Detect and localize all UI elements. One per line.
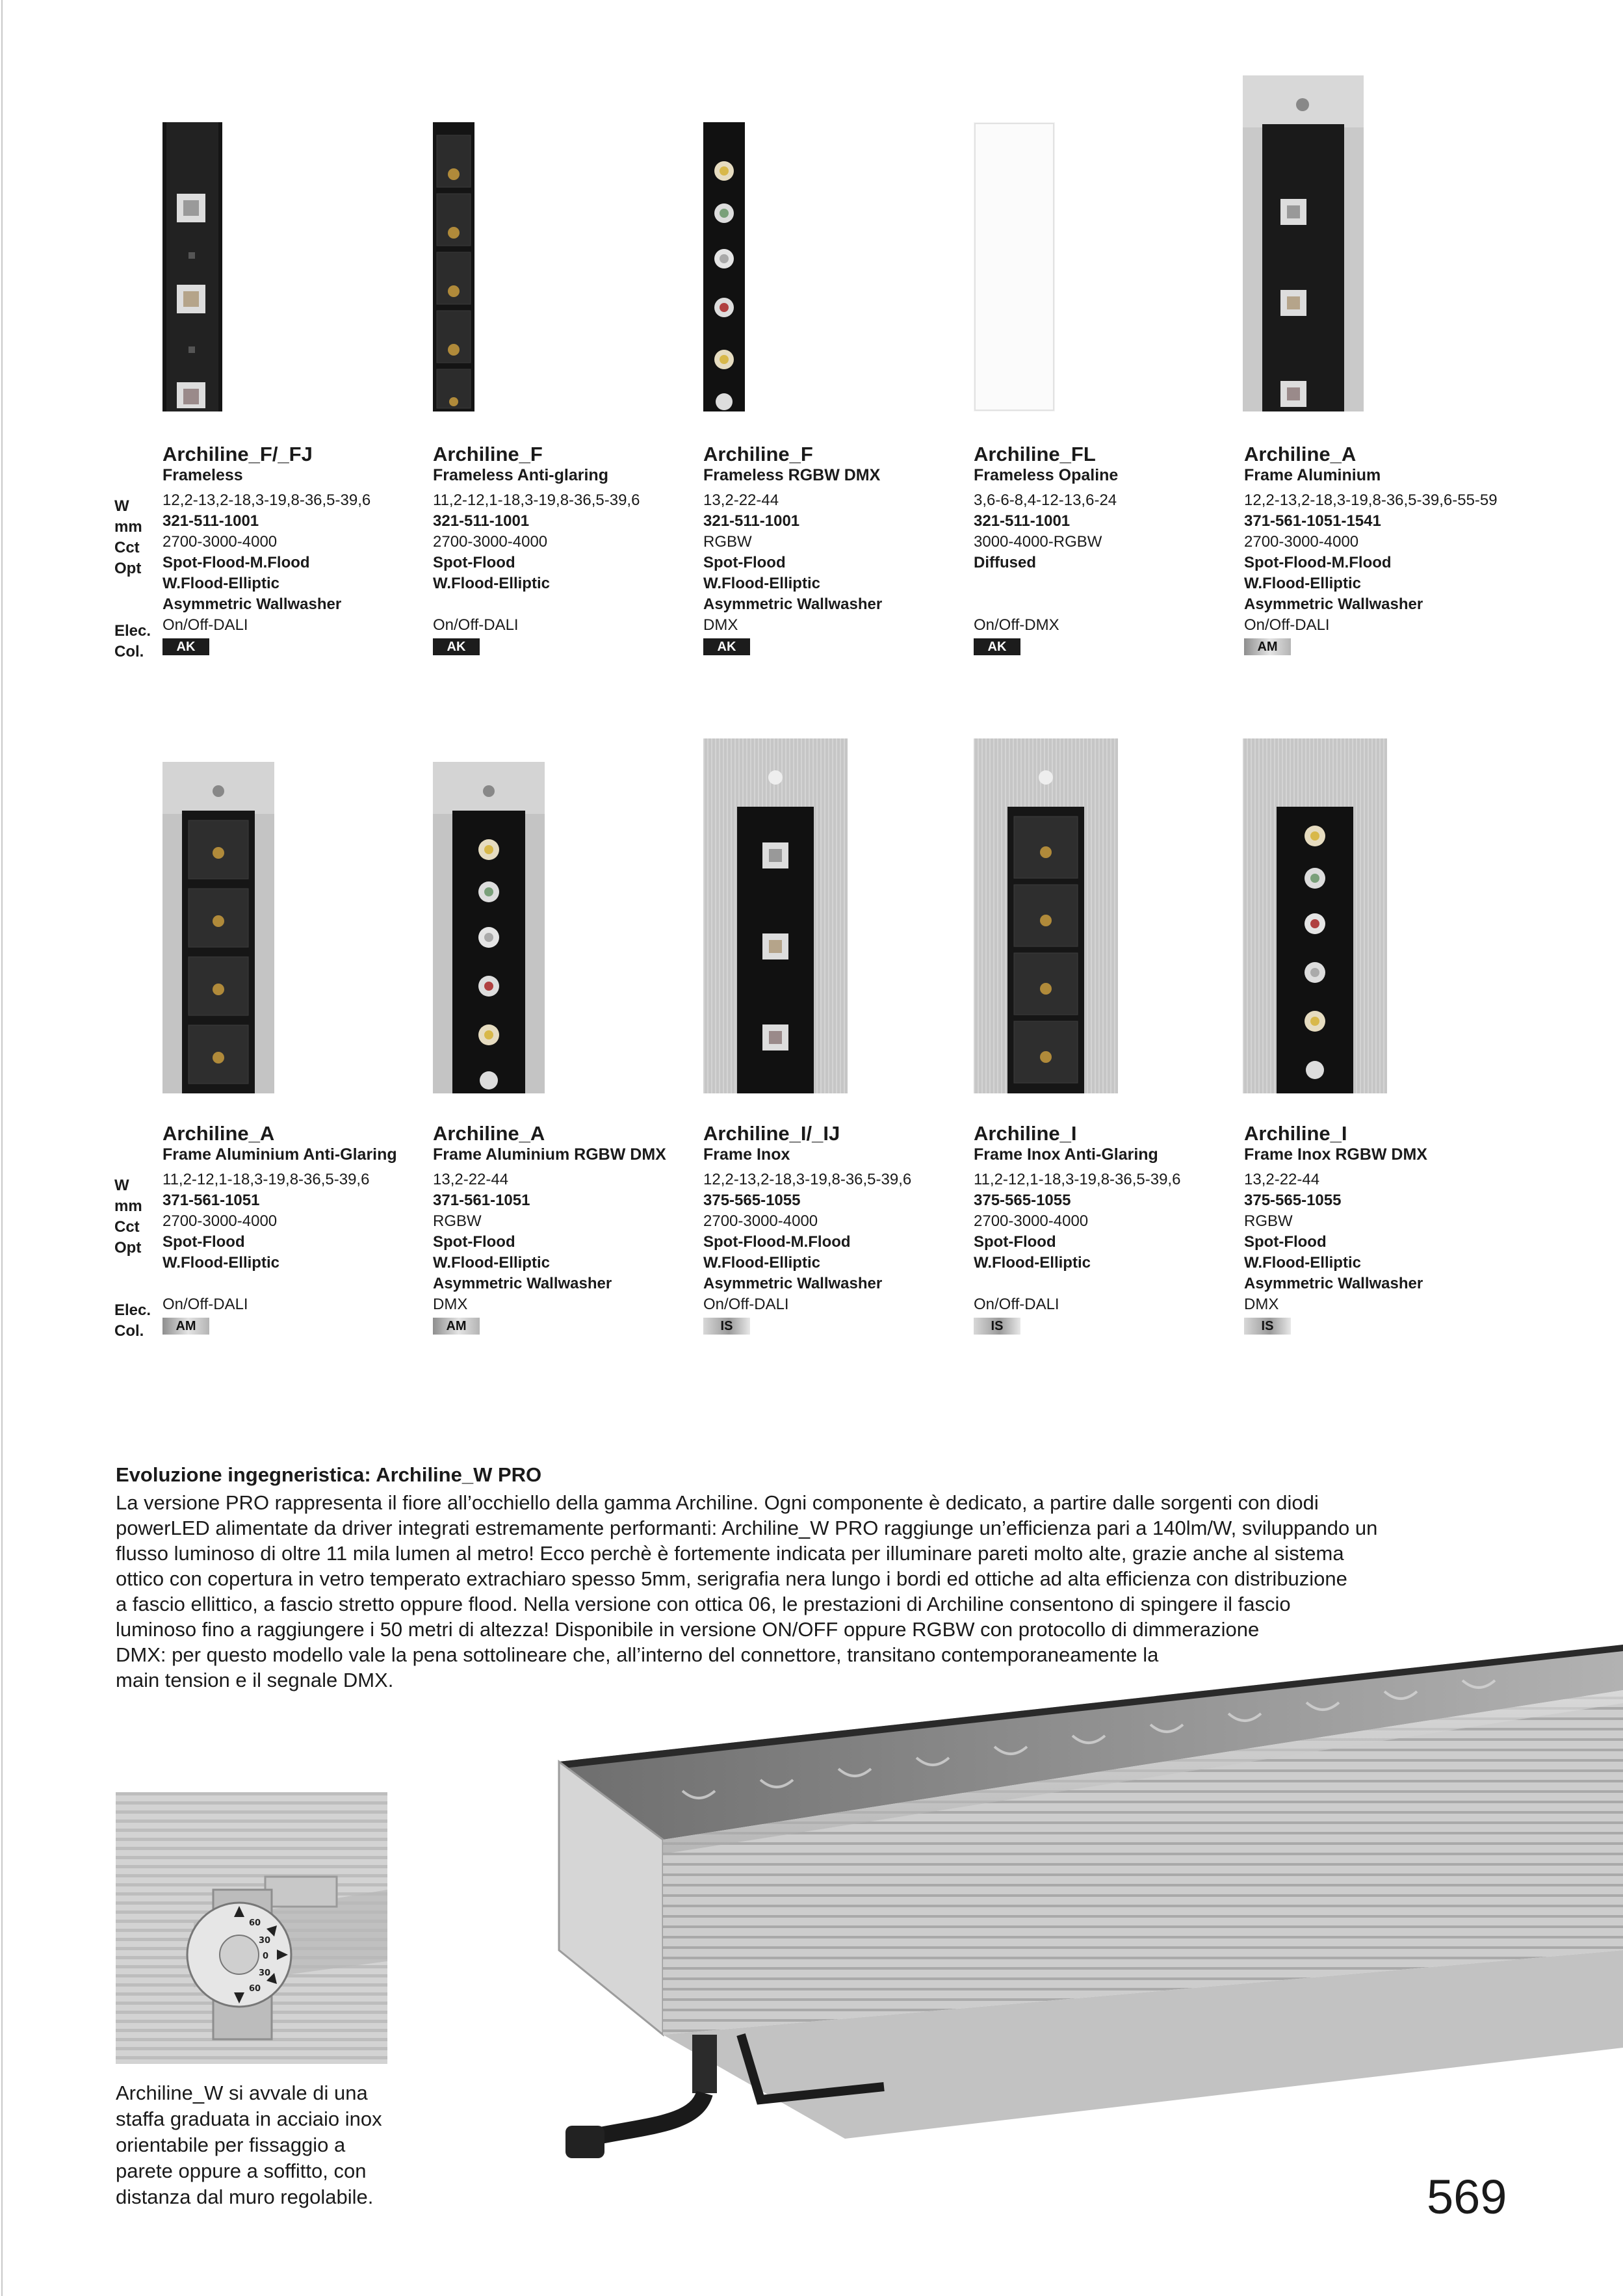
product-name: Archiline_F [703,443,813,465]
label-mm: mm [114,1197,142,1215]
spec-elec: DMX [433,1296,468,1313]
spec-opt: Asymmetric Wallwasher [703,1275,883,1292]
product-card [433,443,703,657]
spec-row-labels-1 [114,496,161,662]
product-subtitle: Frameless RGBW DMX [703,466,881,484]
product-card [433,1123,703,1336]
product-name: Archiline_FL [974,443,1096,465]
spec-opt: Spot-Flood [433,1233,515,1251]
spec-opt: Spot-Flood [162,1233,245,1251]
product-photo-archiline-fl [974,122,1055,411]
label-elec: Elec. [114,1301,151,1319]
product-name: Archiline_I [1244,1122,1347,1145]
finish-badge: AK [974,638,1020,655]
spec-mm: 375-565-1055 [703,1192,801,1209]
label-col: Col. [114,643,144,660]
product-subtitle: Frameless [162,466,243,484]
spec-w: 11,2-12,1-18,3-19,8-36,5-39,6 [162,1171,370,1188]
bracket-caption-line: staffa graduata in acciaio inox [116,2107,382,2130]
spec-elec: DMX [703,616,738,634]
spec-mm: 321-511-1001 [162,512,259,530]
spec-opt: Asymmetric Wallwasher [703,595,883,613]
product-subtitle: Frame Aluminium RGBW DMX [433,1145,666,1164]
product-card [703,443,974,657]
product-card [1244,443,1530,657]
product-name: Archiline_F/_FJ [162,443,313,465]
spec-cct: RGBW [1244,1212,1293,1230]
label-w: W [114,497,129,515]
product-photo-archiline-a-antiglare [162,762,274,1093]
spec-opt: W.Flood-Elliptic [974,1254,1091,1272]
spec-elec: On/Off-DALI [433,616,519,634]
dial-mark: 0 [263,1951,269,1961]
spec-w: 13,2-22-44 [433,1171,509,1188]
spec-elec: DMX [1244,1296,1279,1313]
spec-opt: Diffused [974,554,1036,571]
spec-row-labels-2 [114,1175,161,1342]
spec-elec: On/Off-DMX [974,616,1059,634]
spec-w: 12,2-13,2-18,3-19,8-36,5-39,6-55-59 [1244,491,1498,509]
product-subtitle: Frameless Opaline [974,466,1119,484]
spec-opt: Asymmetric Wallwasher [162,595,342,613]
spec-opt: W.Flood-Elliptic [1244,575,1361,592]
spec-w: 12,2-13,2-18,3-19,8-36,5-39,6 [162,491,371,509]
spec-w: 13,2-22-44 [703,491,779,509]
spec-opt: W.Flood-Elliptic [162,1254,279,1272]
spec-mm: 375-565-1055 [974,1192,1071,1209]
intro-heading: Evoluzione ingegneristica: Archiline_W PRO [116,1463,542,1486]
product-name: Archiline_I [974,1122,1077,1145]
product-card [974,1123,1244,1336]
product-subtitle: Frame Aluminium Anti-Glaring [162,1145,397,1164]
intro-line: powerLED alimentate da driver integrati estremamente performanti: Archiline_W PRO raggiunge un’efficienza pari a 140lm/W, sviluppando un [116,1517,1378,1539]
spec-cct: 2700-3000-4000 [162,533,278,551]
spec-opt: Asymmetric Wallwasher [1244,595,1423,613]
spec-opt: Spot-Flood-M.Flood [1244,554,1392,571]
product-subtitle: Frameless Anti-glaring [433,466,608,484]
product-card [1244,1123,1514,1336]
spec-opt: Spot-Flood [433,554,515,571]
spec-mm: 371-561-1051 [162,1192,260,1209]
page-edge-line [1,0,3,2296]
product-photo-archiline-f-rgbw [703,122,745,411]
bracket-closeup-photo [116,1792,387,2064]
spec-opt: Spot-Flood [1244,1233,1327,1251]
product-name: Archiline_F [433,443,543,465]
spec-mm: 371-561-1051-1541 [1244,512,1381,530]
spec-w: 11,2-12,1-18,3-19,8-36,5-39,6 [433,491,640,509]
label-mm: mm [114,518,142,536]
product-subtitle: Frame Aluminium [1244,466,1381,484]
label-w: W [114,1177,129,1194]
product-card [974,443,1244,657]
spec-w: 13,2-22-44 [1244,1171,1320,1188]
spec-w: 11,2-12,1-18,3-19,8-36,5-39,6 [974,1171,1181,1188]
page-number: 569 [1427,2170,1507,2224]
product-card [162,1123,433,1336]
dial-mark: 60 [249,1984,261,1994]
spec-opt: W.Flood-Elliptic [1244,1254,1361,1272]
finish-badge: AM [433,1318,480,1335]
spec-cct: RGBW [703,533,752,551]
product-subtitle: Frame Inox RGBW DMX [1244,1145,1427,1164]
dial-mark: 30 [259,1936,271,1946]
spec-opt: W.Flood-Elliptic [162,575,279,592]
finish-badge: AM [162,1318,209,1335]
spec-mm: 375-565-1055 [1244,1192,1342,1209]
spec-cct: 2700-3000-4000 [974,1212,1089,1230]
product-photo-archiline-i-ij [703,738,848,1093]
product-name: Archiline_A [162,1122,275,1145]
bracket-caption-line: parete oppure a soffitto, con [116,2159,367,2182]
dial-mark: 60 [249,1918,261,1928]
spec-opt: W.Flood-Elliptic [433,575,550,592]
intro-line: La versione PRO rappresenta il fiore all’occhiello della gamma Archiline. Ogni componente è dedicato, a partire dalle sorgenti con diodi [116,1491,1319,1514]
bracket-caption [116,2080,421,2210]
spec-mm: 371-561-1051 [433,1192,530,1209]
spec-elec: On/Off-DALI [974,1296,1059,1313]
label-cct: Cct [114,1218,140,1236]
intro-line: DMX: per questo modello vale la pena sottolineare che, all’interno del connettore, transitano contemporaneamente la [116,1643,1159,1666]
finish-badge: IS [703,1318,750,1335]
product-photo-archiline-i-antiglare [974,738,1118,1093]
product-photo-archiline-f-fj [162,122,222,411]
spec-mm: 321-511-1001 [433,512,530,530]
product-card [703,1123,974,1336]
finish-badge: IS [1244,1318,1291,1335]
spec-opt: Spot-Flood [703,554,786,571]
product-name: Archiline_A [1244,443,1357,465]
label-opt: Opt [114,560,142,577]
spec-opt: Spot-Flood-M.Flood [162,554,310,571]
label-opt: Opt [114,1239,142,1257]
spec-elec: On/Off-DALI [162,1296,248,1313]
spec-opt: Asymmetric Wallwasher [1244,1275,1423,1292]
product-name: Archiline_I/_IJ [703,1122,840,1145]
archiline-w-pro-render [546,1645,1623,2230]
bracket-caption-line: orientabile per fissaggio a [116,2133,346,2156]
spec-mm: 321-511-1001 [974,512,1071,530]
product-photo-archiline-f-antiglare [433,122,474,411]
spec-mm: 321-511-1001 [703,512,800,530]
finish-badge: AK [433,638,480,655]
label-col: Col. [114,1322,144,1340]
spec-opt: W.Flood-Elliptic [433,1254,550,1272]
spec-cct: 2700-3000-4000 [162,1212,278,1230]
product-name: Archiline_A [433,1122,545,1145]
spec-opt: Asymmetric Wallwasher [433,1275,612,1292]
spec-opt: W.Flood-Elliptic [703,575,820,592]
product-photo-archiline-a-rgbw [433,762,545,1093]
spec-cct: 3000-4000-RGBW [974,533,1102,551]
product-card [162,443,433,657]
intro-line: main tension e il segnale DMX. [116,1669,394,1691]
dial-mark: 30 [259,1968,271,1978]
bracket-caption-line: distanza dal muro regolabile. [116,2185,374,2208]
spec-cct: 2700-3000-4000 [1244,533,1359,551]
product-subtitle: Frame Inox [703,1145,790,1164]
bracket-caption-line: Archiline_W si avvale di una [116,2081,368,2104]
label-cct: Cct [114,539,140,556]
product-photo-archiline-i-rgbw [1243,738,1387,1093]
spec-w: 12,2-13,2-18,3-19,8-36,5-39,6 [703,1171,912,1188]
finish-badge: AK [703,638,750,655]
spec-elec: On/Off-DALI [162,616,248,634]
finish-badge: AK [162,638,209,655]
intro-line: a fascio ellittico, a fascio stretto oppure flood. Nella versione con ottica 06, le prestazioni di Archiline consentono di spingere il fascio [116,1593,1291,1615]
spec-elec: On/Off-DALI [703,1296,789,1313]
intro-line: luminoso fino a raggiungere i 50 metri di altezza! Disponibile in versione ON/OFF oppure RGBW con protocollo di dimmerazione [116,1618,1260,1641]
product-subtitle: Frame Inox Anti-Glaring [974,1145,1158,1164]
spec-elec: On/Off-DALI [1244,616,1330,634]
spec-cct: RGBW [433,1212,482,1230]
intro-line: flusso luminoso di oltre 11 mila lumen al metro! Ecco perchè è fortemente indicata per illuminare pareti molto alte, grazie anche al sistema [116,1542,1344,1565]
label-elec: Elec. [114,622,151,640]
spec-opt: Spot-Flood-M.Flood [703,1233,851,1251]
spec-opt: Spot-Flood [974,1233,1056,1251]
finish-badge: AM [1244,638,1291,655]
spec-opt: W.Flood-Elliptic [703,1254,820,1272]
finish-badge: IS [974,1318,1020,1335]
spec-w: 3,6-6-8,4-12-13,6-24 [974,491,1117,509]
product-photo-archiline-a [1243,75,1364,411]
spec-cct: 2700-3000-4000 [703,1212,818,1230]
spec-cct: 2700-3000-4000 [433,533,548,551]
intro-line: ottico con copertura in vetro temperato extrachiaro spesso 5mm, serigrafia nera lungo i bordi ed ottiche ad alta efficienza con distribuzione [116,1567,1347,1590]
